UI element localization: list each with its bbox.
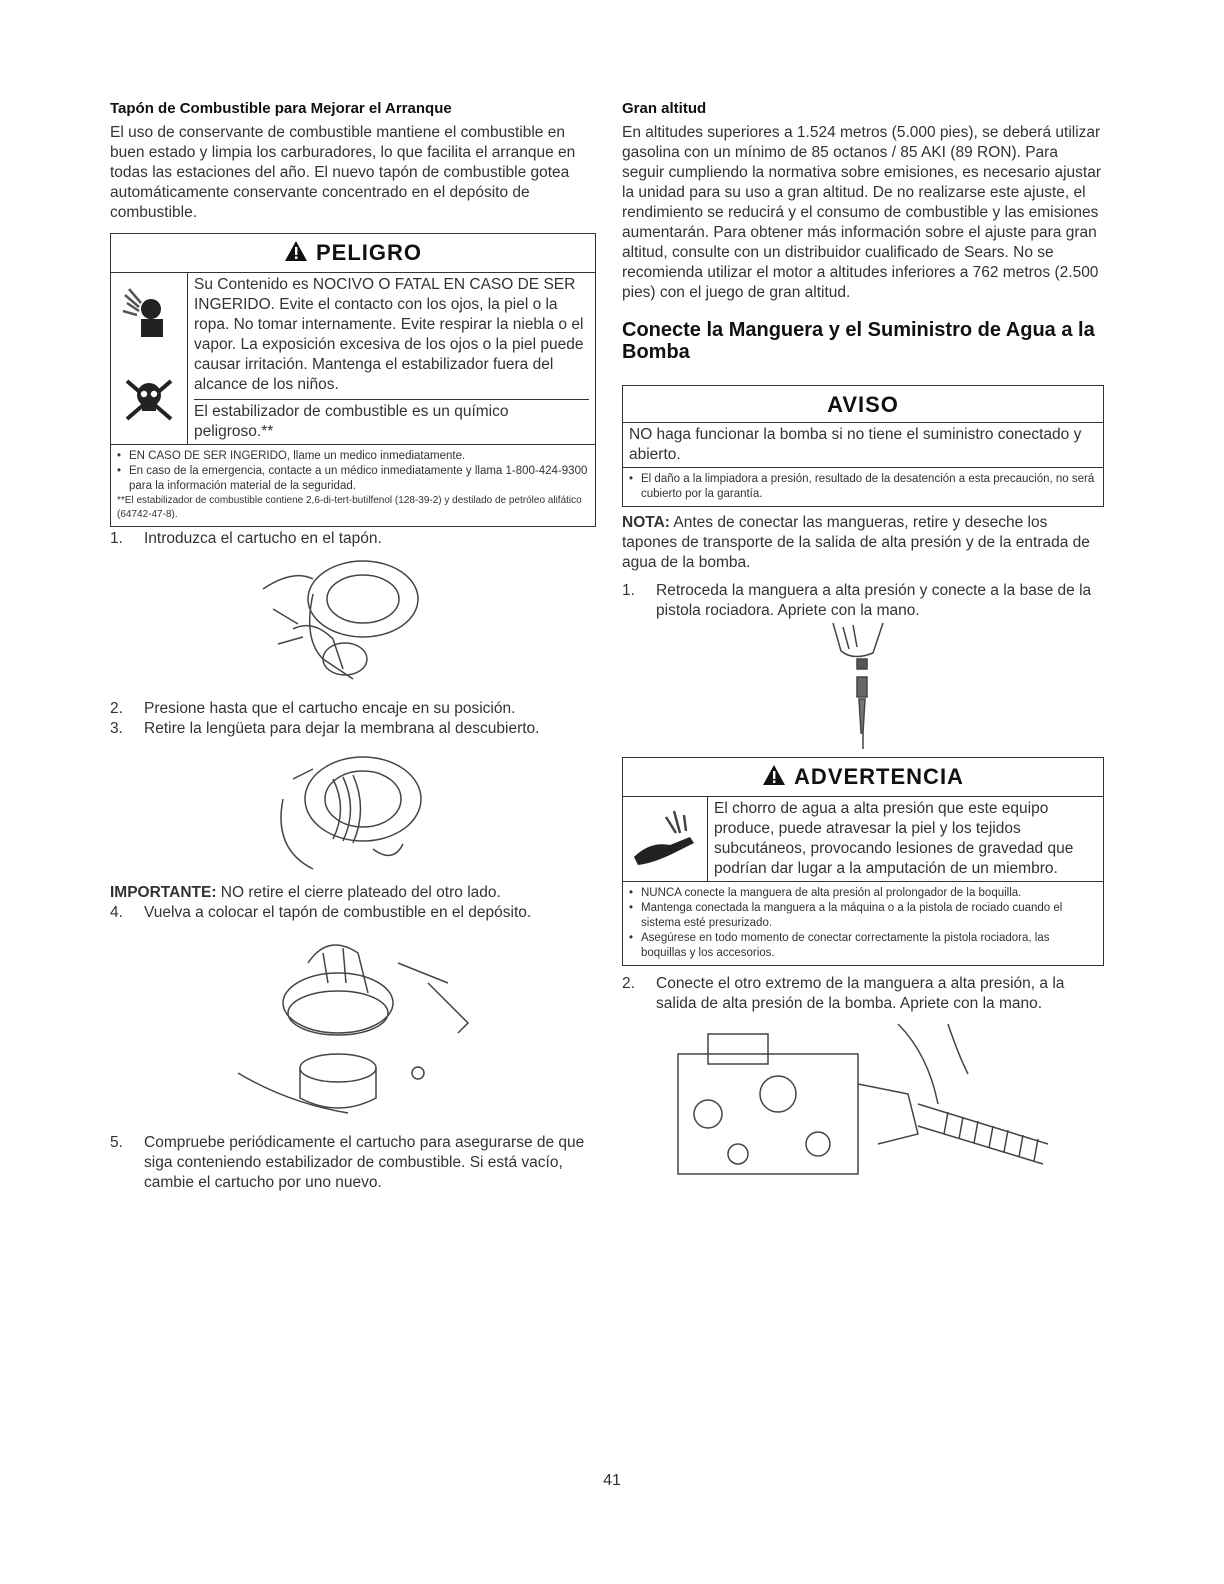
step-4: 4. Vuelva a colocar el tapón de combustible en el depósito. (110, 904, 532, 921)
step-3: 3. Retire la lengüeta para dejar la membrana al descubierto. (110, 720, 540, 737)
warning-bullet: • Asegúrese en todo momento de conectar correctamente la pistola rociadora, las boquillas y los accesorios. (629, 931, 1097, 961)
important-note: IMPORTANTE: NO retire el cierre plateado del otro lado. (110, 884, 501, 901)
danger-title-bar (111, 234, 595, 273)
section-title: Conecte la Manguera y el Suministro de Agua a la Bomba (622, 319, 1095, 363)
hose-step-2: 2. Conecte el otro extremo de la manguera a alta presión, a la salida de alta presión de la bomba. Apriete con la mano. (622, 975, 1065, 1012)
warning-title: ADVERTENCIA (794, 764, 964, 789)
page-number: 41 (603, 1472, 621, 1489)
danger-footnote: **El estabilizador de combustible contiene 2,6-di-tert-butilfenol (128-39-2) y destilado de petróleo alifático (64742-47-8). (117, 495, 582, 520)
note-paragraph: NOTA: Antes de conectar las mangueras, retire y deseche los tapones de transporte de la salida de alta presión y de la entrada de agua de la bomba. (622, 514, 1090, 571)
warning-bullets (623, 882, 1103, 965)
skull-crossbones-icon (123, 375, 175, 430)
notice-text: NO haga funcionar la bomba si no tiene el suministro conectado y abierto. (623, 423, 1103, 468)
danger-icons (111, 273, 188, 444)
danger-box (110, 233, 596, 527)
danger-content-row (111, 273, 595, 445)
warning-triangle-icon (284, 240, 308, 268)
hose-step-1: 1. Retroceda la manguera a alta presión y conecte a la base de la pistola rociadora. Apriete con la mano. (622, 582, 1092, 619)
warning-triangle-icon (762, 764, 786, 792)
membrane-tab-illustration (253, 739, 453, 879)
danger-text: Su Contenido es NOCIVO O FATAL EN CASO DE SER INGERIDO. Evite el contacto con los ojos, la piel o la ropa. No tomar internamente. Evite respirar la niebla o el vapor. La exposición excesiva de los ojos o la piel puede causar irritación. Mantenga el estabilizador fuera del alcance de los niños. (194, 276, 584, 393)
danger-bullets (111, 445, 595, 526)
cartridge-insert-illustration (253, 549, 453, 699)
injection-hazard-icon (630, 807, 700, 872)
warning-bullet: • NUNCA conecte la manguera de alta presión al prolongador de la boquilla. (629, 886, 1097, 901)
step-5: 5. Compruebe periódicamente el cartucho para asegurarse de que siga conteniendo estabilizador de combustible. Si está vacío, cambie el cartucho por uno nuevo. (110, 1134, 585, 1191)
danger-bullet: • EN CASO DE SER INGERIDO, llame un medico inmediatamente. (117, 449, 589, 464)
right-column (622, 100, 1104, 1194)
danger-title: PELIGRO (315, 240, 422, 265)
left-column (110, 100, 596, 1193)
notice-bullets (623, 468, 1103, 506)
notice-bullet: • El daño a la limpiadora a presión, resultado de la desatención a esta precaución, no será cubierto por la garantía. (629, 472, 1097, 502)
danger-text-block (188, 273, 595, 444)
notice-box (622, 385, 1104, 507)
warning-bullet: • Mantenga conectada la manguera a la máquina o a la pistola de rociado cuando el sistema esté presurizado. (629, 901, 1097, 931)
warning-text: El chorro de agua a alta presión que este equipo produce, puede atravesar la piel y los tejidos subcutáneos, provocando lesiones de gravedad que podrían dar lugar a la amputación de un miembro. (714, 800, 1074, 877)
altitude-text: En altitudes superiores a 1.524 metros (5.000 pies), se deberá utilizar gasolina con un mínimo de 85 octanos / 85 AKI (89 RON). Para seguir cumpliendo la normativa sobre emisiones, es necesario ajustar la unidad para su uso a gran altitud. De no realizarse este ajuste, el rendimiento se reducirá y el consumo de combustible y las emisiones aumentarán. Para obtener más información sobre el ajuste para gran altitud, consulte con un distribuidor cualificado de Sears. No se recomienda utilizar el motor a altitudes inferiores a 762 metros (2.500 pies) con el juego de gran altitud. (622, 124, 1102, 301)
fumes-inhalation-icon (121, 287, 177, 348)
cap-replace-illustration (228, 923, 478, 1133)
pump-outlet-illustration (648, 1014, 1078, 1194)
warning-icons (623, 797, 708, 881)
altitude-heading: Gran altitud (622, 100, 707, 117)
warning-content-row (623, 797, 1103, 882)
fuel-cap-intro: El uso de conservante de combustible mantiene el combustible en buen estado y limpia los carburadores, lo que facilita el arranque en todas las estaciones del año. El nuevo tapón de combustible gotea automáticamente conservante concentrado en el depósito de combustible. (110, 124, 576, 221)
danger-bullet: • En caso de la emergencia, contacte a un médico inmediatamente y llama 1-800-424-9300 para la información material de la seguridad. (117, 464, 589, 494)
fuel-cap-heading: Tapón de Combustible para Mejorar el Arranque (110, 100, 452, 117)
spray-gun-hose-illustration (813, 621, 913, 751)
warning-title-bar (623, 758, 1103, 797)
warning-box (622, 757, 1104, 966)
step-1: 1. Introduzca el cartucho en el tapón. (110, 530, 382, 547)
step-2: 2. Presione hasta que el cartucho encaje en su posición. (110, 700, 516, 717)
notice-title: AVISO (623, 386, 1103, 423)
danger-chemical-text: El estabilizador de combustible es un químico peligroso.** (194, 399, 589, 442)
